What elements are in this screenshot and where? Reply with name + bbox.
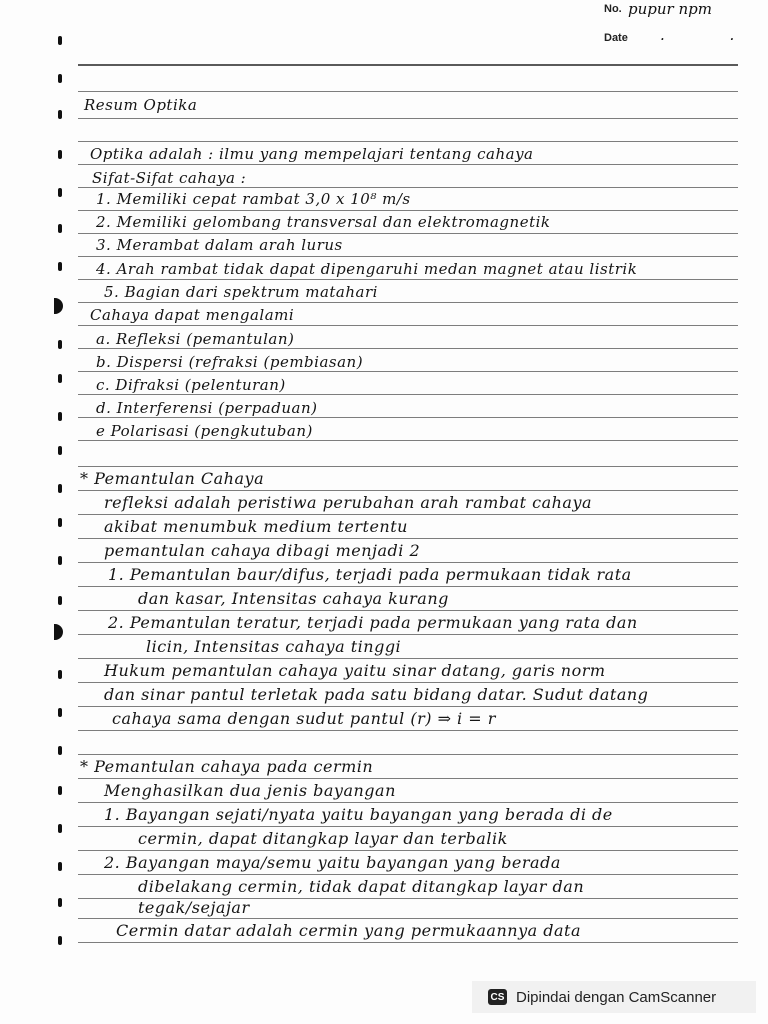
binder-hole-mark — [58, 188, 62, 197]
ruled-line — [78, 490, 738, 491]
binder-hole-mark — [58, 74, 62, 83]
ruled-line — [78, 302, 738, 303]
no-value: pupur npm — [628, 0, 712, 18]
binder-hole-mark — [58, 446, 62, 455]
note-line: cermin, dapat ditangkap layar dan terbalik — [138, 829, 508, 848]
binder-hole-mark — [58, 936, 62, 945]
watermark-text: Dipindai dengan CamScanner — [516, 988, 717, 1006]
note-title: Resum Optika — [84, 96, 198, 114]
note-line: 1. Memiliki cepat rambat 3,0 x 10⁸ m/s — [96, 190, 411, 208]
binder-hole-mark — [58, 708, 62, 717]
section-heading: * Pemantulan Cahaya — [80, 469, 265, 488]
ruled-line — [78, 754, 738, 755]
ruled-line — [78, 91, 738, 92]
no-label: No. — [604, 3, 622, 15]
ruled-line — [78, 394, 738, 395]
ruled-line — [78, 874, 738, 875]
ruled-line — [78, 417, 738, 418]
ruled-line — [78, 658, 738, 659]
ruled-line — [78, 348, 738, 349]
ruled-line — [78, 778, 738, 779]
section-heading: * Pemantulan cahaya pada cermin — [80, 757, 374, 776]
binder-hole-mark — [58, 224, 62, 233]
ruled-line — [78, 802, 738, 803]
note-line: dibelakang cermin, tidak dapat ditangkap layar dan — [138, 877, 585, 896]
ruled-line — [78, 141, 738, 142]
binder-hole-mark — [54, 624, 63, 640]
binder-hole-mark — [58, 898, 62, 907]
binder-hole-mark — [58, 36, 62, 45]
binder-hole-mark — [58, 412, 62, 421]
note-line: akibat menumbuk medium tertentu — [104, 517, 408, 536]
note-line: c. Difraksi (pelenturan) — [96, 376, 286, 394]
ruled-line — [78, 942, 738, 943]
ruled-line — [78, 233, 738, 234]
date-value: . . — [660, 26, 765, 44]
ruled-line — [78, 371, 738, 372]
note-line: e Polarisasi (pengkutuban) — [96, 422, 313, 440]
ruled-line — [78, 187, 738, 188]
binder-hole-mark — [58, 484, 62, 493]
note-line: dan sinar pantul terletak pada satu bidang datar. Sudut datang — [104, 685, 649, 704]
binder-hole-mark — [58, 150, 62, 159]
note-line: 1. Pemantulan baur/difus, terjadi pada permukaan tidak rata — [108, 565, 632, 584]
note-line: refleksi adalah peristiwa perubahan arah rambat cahaya — [104, 493, 593, 512]
ruled-line — [78, 514, 738, 515]
binder-hole-mark — [58, 340, 62, 349]
ruled-line — [78, 682, 738, 683]
ruled-line — [78, 730, 738, 731]
note-line: d. Interferensi (perpaduan) — [96, 399, 318, 417]
binder-hole-mark — [58, 596, 62, 605]
ruled-line — [78, 538, 738, 539]
binder-hole-mark — [58, 786, 62, 795]
note-line: 1. Bayangan sejati/nyata yaitu bayangan yang berada di de — [104, 805, 613, 824]
binder-hole-mark — [54, 298, 63, 314]
header-rule — [78, 64, 738, 66]
note-line: Hukum pemantulan cahaya yaitu sinar datang, garis norm — [104, 661, 606, 680]
note-line: Cermin datar adalah cermin yang permukaannya data — [116, 921, 581, 940]
camscanner-watermark — [472, 981, 756, 1013]
note-line: a. Refleksi (pemantulan) — [96, 330, 295, 348]
ruled-line — [78, 279, 738, 280]
ruled-line — [78, 586, 738, 587]
note-line: 2. Bayangan maya/semu yaitu bayangan yang berada — [104, 853, 561, 872]
ruled-line — [78, 118, 738, 119]
note-line: Optika adalah : ilmu yang mempelajari tentang cahaya — [90, 145, 534, 163]
ruled-line — [78, 850, 738, 851]
note-line: tegak/sejajar — [138, 898, 250, 917]
note-line: 4. Arah rambat tidak dapat dipengaruhi medan magnet atau listrik — [96, 260, 638, 278]
note-line: pemantulan cahaya dibagi menjadi 2 — [104, 541, 421, 560]
binder-hole-mark — [58, 862, 62, 871]
note-line: b. Dispersi (refraksi (pembiasan) — [96, 353, 364, 371]
note-line: Menghasilkan dua jenis bayangan — [104, 781, 396, 800]
note-line: 3. Merambat dalam arah lurus — [96, 236, 343, 254]
ruled-line — [78, 164, 738, 165]
ruled-line — [78, 325, 738, 326]
ruled-line — [78, 466, 738, 467]
note-line: Cahaya dapat mengalami — [90, 306, 295, 324]
ruled-line — [78, 256, 738, 257]
note-line: cahaya sama dengan sudut pantul (r) ⇒ i = r — [112, 709, 496, 728]
note-line: licin, Intensitas cahaya tinggi — [146, 637, 402, 656]
ruled-line — [78, 210, 738, 211]
ruled-line — [78, 610, 738, 611]
ruled-line — [78, 918, 738, 919]
note-line: 2. Memiliki gelombang transversal dan elektromagnetik — [96, 213, 551, 231]
binder-hole-mark — [58, 746, 62, 755]
note-line: Sifat-Sifat cahaya : — [92, 169, 247, 187]
note-line: 2. Pemantulan teratur, terjadi pada permukaan yang rata dan — [108, 613, 638, 632]
ruled-line — [78, 706, 738, 707]
binder-hole-mark — [58, 518, 62, 527]
ruled-line — [78, 440, 738, 441]
note-line: dan kasar, Intensitas cahaya kurang — [138, 589, 449, 608]
binder-hole-mark — [58, 556, 62, 565]
date-label: Date — [604, 32, 628, 44]
binder-hole-mark — [58, 374, 62, 383]
note-line: 5. Bagian dari spektrum matahari — [104, 283, 378, 301]
ruled-line — [78, 826, 738, 827]
binder-hole-mark — [58, 824, 62, 833]
camscanner-logo-icon: CS — [488, 989, 507, 1005]
binder-hole-mark — [58, 262, 62, 271]
ruled-line — [78, 562, 738, 563]
binder-hole-mark — [58, 110, 62, 119]
binder-hole-mark — [58, 670, 62, 679]
ruled-line — [78, 634, 738, 635]
